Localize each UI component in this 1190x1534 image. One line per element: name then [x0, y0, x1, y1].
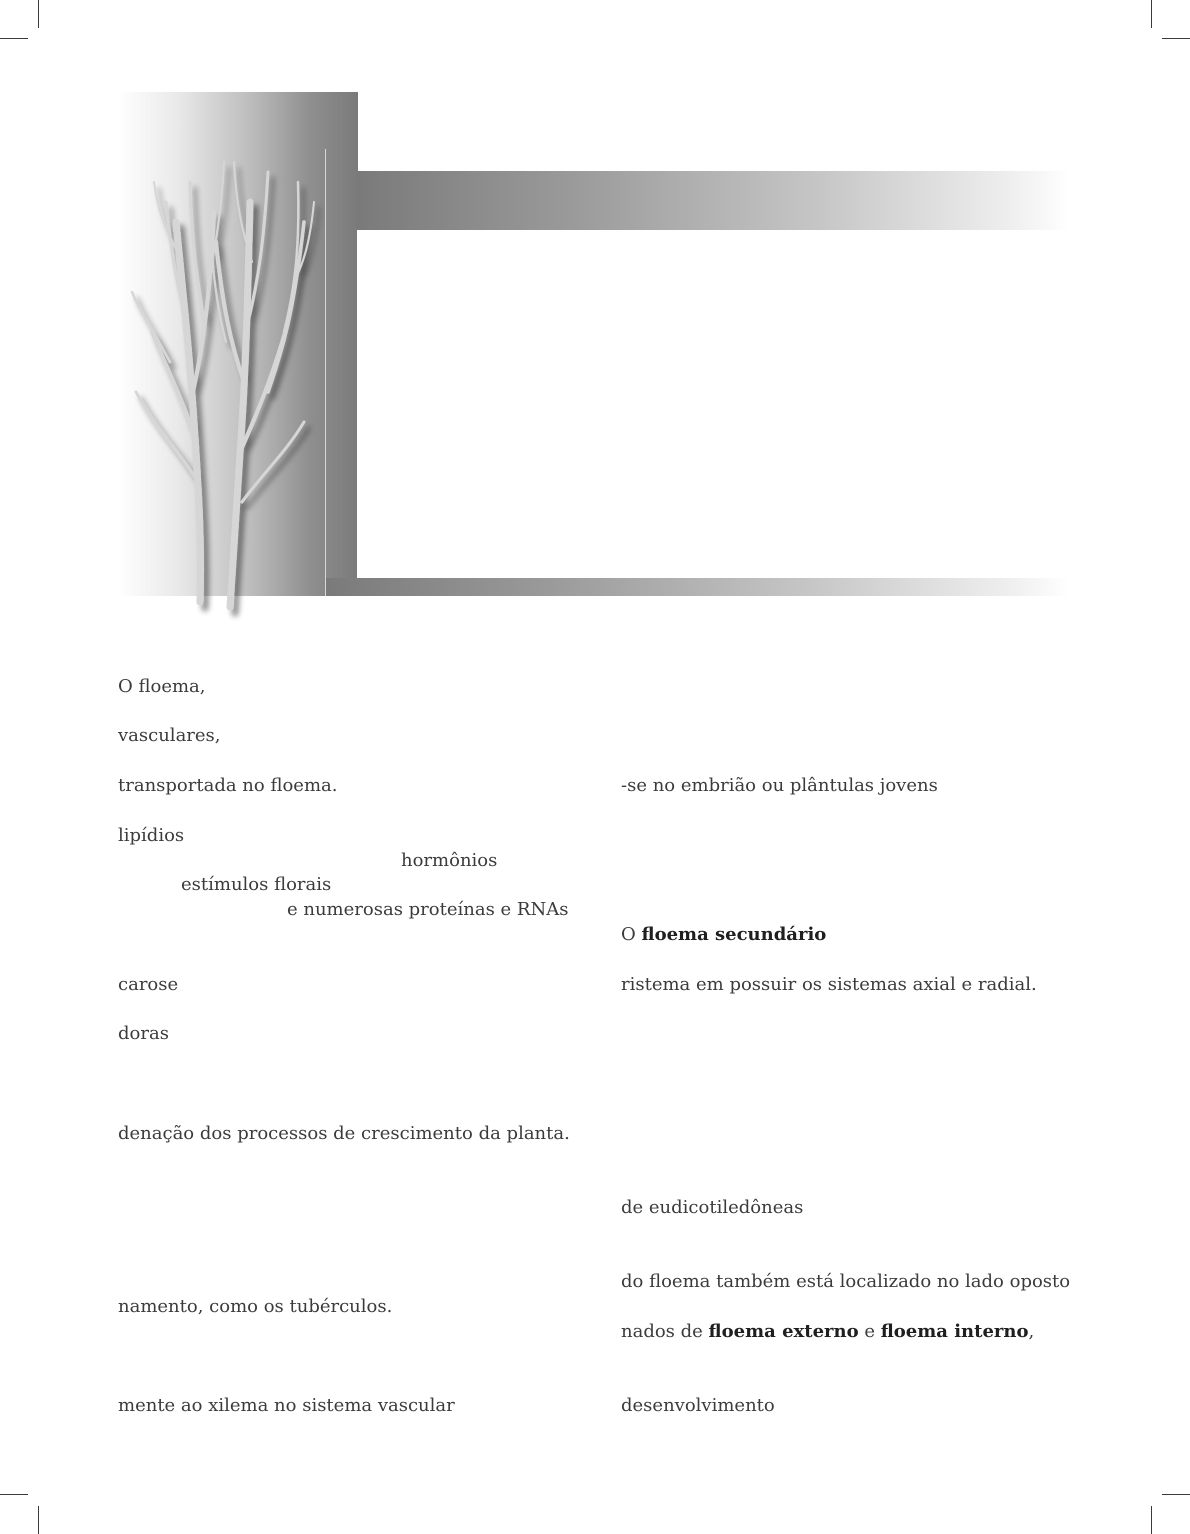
right-text-line-6-prefix: nados de: [621, 1321, 709, 1342]
left-text-line-5: hormônios: [401, 850, 498, 871]
chapter-header-banner: [118, 92, 1070, 632]
banner-top-bar: [357, 171, 1070, 230]
crop-mark-top-left-horizontal: [0, 38, 28, 39]
crop-mark-top-right-horizontal: [1162, 38, 1190, 39]
left-text-line-9: doras: [118, 1023, 169, 1044]
crop-mark-bottom-left-vertical: [38, 1506, 39, 1534]
left-text-line-3: transportada no floema.: [118, 775, 338, 796]
right-text-line-3: ristema em possuir os sistemas axial e radial.: [621, 974, 1037, 995]
right-text-line-7: desenvolvimento: [621, 1395, 775, 1416]
left-text-line-1: O floema,: [118, 676, 206, 697]
banner-bottom-bar: [326, 578, 1070, 596]
left-text-line-10: denação dos processos de crescimento da planta.: [118, 1123, 570, 1144]
left-text-line-11: namento, como os tubérculos.: [118, 1296, 393, 1317]
left-text-line-7: e numerosas proteínas e RNAs: [287, 899, 569, 920]
right-text-line-4: de eudicotiledôneas: [621, 1197, 804, 1218]
left-text-line-4: lipídios: [118, 825, 185, 846]
term-floema-secundario: floema secundário: [641, 924, 827, 945]
right-text-line-2: [621, 926, 826, 944]
banner-title-area: [357, 230, 1070, 578]
right-text-line-5: do floema também está localizado no lado oposto: [621, 1271, 1071, 1292]
crop-mark-bottom-left-horizontal: [0, 1494, 28, 1495]
left-text-line-6: estímulos florais: [181, 874, 332, 895]
term-floema-interno: floema interno: [880, 1321, 1029, 1342]
crop-mark-bottom-right-horizontal: [1162, 1494, 1190, 1495]
right-text-line-6: [621, 1323, 1034, 1341]
left-text-line-8: carose: [118, 974, 179, 995]
right-text-line-2-prefix: O: [621, 924, 642, 945]
right-text-line-6-comma: ,: [1028, 1321, 1035, 1342]
right-text-line-6-conjunction: e: [858, 1321, 881, 1342]
crop-mark-top-left-vertical: [38, 0, 39, 28]
right-text-line-1: -se no embrião ou plântulas jovens: [621, 775, 938, 796]
left-text-line-2: vasculares,: [118, 725, 221, 746]
term-floema-externo: floema externo: [708, 1321, 859, 1342]
left-text-line-12: mente ao xilema no sistema vascular: [118, 1395, 455, 1416]
crop-mark-top-right-vertical: [1151, 0, 1152, 28]
bare-tree-branches-illustration: [118, 142, 338, 632]
crop-mark-bottom-right-vertical: [1151, 1506, 1152, 1534]
